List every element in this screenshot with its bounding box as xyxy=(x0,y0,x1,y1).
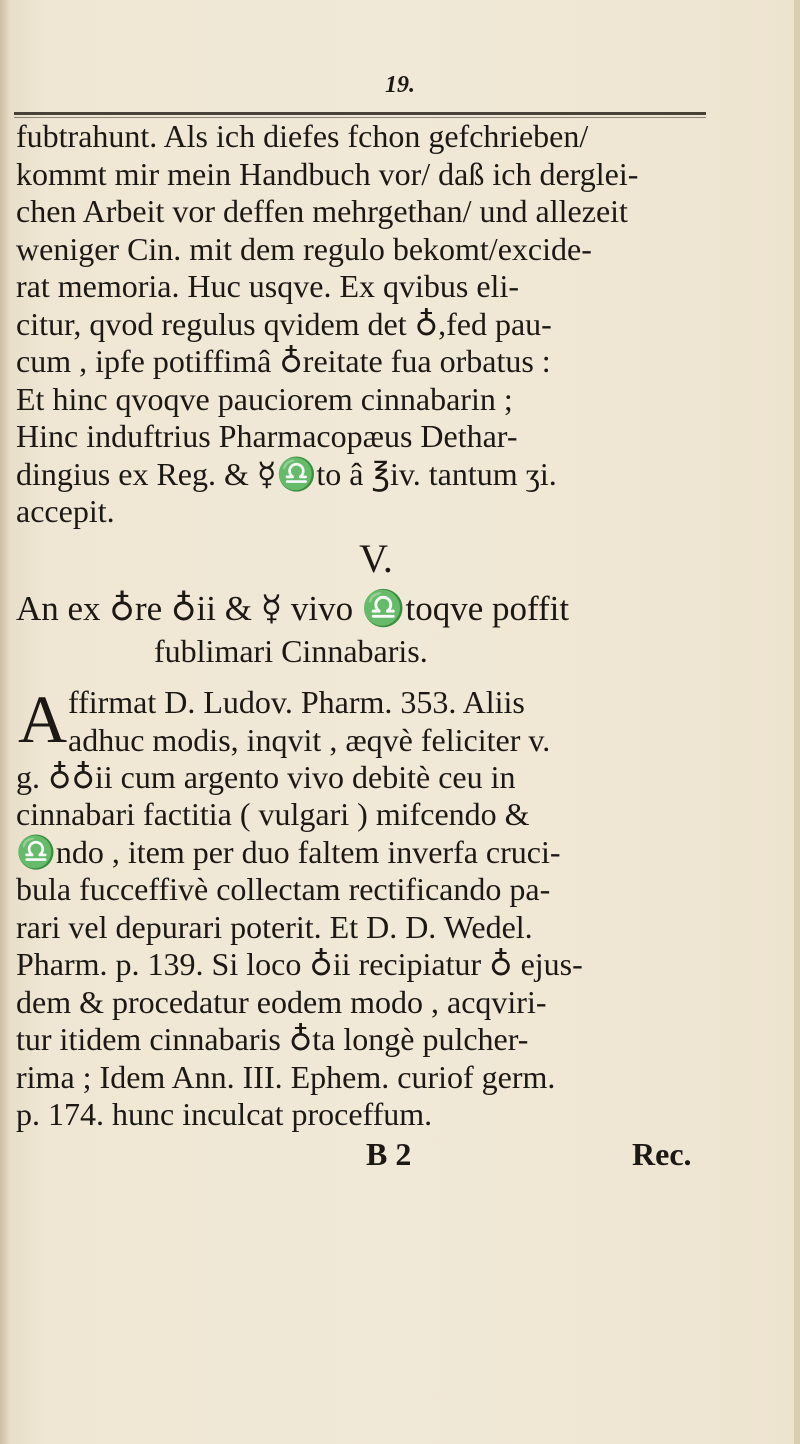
text-line: rari vel depurari poterit. Et D. D. Wedel. xyxy=(16,908,533,945)
header-rule xyxy=(14,112,706,115)
text-line: accepit. xyxy=(16,493,115,529)
page-number: 19. xyxy=(385,72,415,98)
text-line: ♎ndo , item per duo faltem inverfa cruci- xyxy=(16,833,561,870)
text-line: kommt mir mein Handbuch vor/ daß ich derglei- xyxy=(16,155,639,192)
text-line: rat memoria. Huc usqve. Ex qvibus eli- xyxy=(16,268,519,304)
text-line: tur itidem cinnabaris ♁ta longè pulcher- xyxy=(16,1021,529,1057)
body-text xyxy=(16,118,716,1174)
text-line: Hinc induftrius Pharmacopæus Dethar- xyxy=(16,418,518,454)
section-numeral: V. xyxy=(359,535,393,581)
page-gutter-shadow xyxy=(0,0,10,1444)
text-line: chen Arbeit vor deffen mehrgethan/ und allezeit xyxy=(16,193,628,229)
drop-capital: A xyxy=(18,680,68,757)
section-subtitle: fublimari Cinnabaris. xyxy=(154,632,428,669)
text-line: Pharm. p. 139. Si loco ♁ii recipiatur ♁ ejus- xyxy=(16,946,583,982)
dropcap-line-2 xyxy=(16,721,716,759)
spacer xyxy=(16,671,716,683)
catchword: Rec. xyxy=(632,1135,692,1172)
text-line: ffirmat D. Ludov. Pharm. 353. Aliis xyxy=(68,683,525,720)
section-heading: An ex ♁re ♁ii & ☿ vivo ♎toqve poffit xyxy=(16,588,570,628)
text-line: fubtrahunt. Als ich diefes fchon gefchrieben/ xyxy=(16,118,589,154)
page-footer xyxy=(16,1134,716,1174)
text-line: adhuc modis, inqvit , æqvè feliciter v. xyxy=(68,721,551,758)
text-line: p. 174. hunc inculcat proceffum. xyxy=(16,1096,433,1132)
text-line: cinnabari factitia ( vulgari ) mifcendo & xyxy=(16,796,530,832)
text-line: weniger Cin. mit dem regulo bekomt/excide- xyxy=(16,230,592,267)
text-line: g. ♁♁ii cum argento vivo debitè ceu in xyxy=(16,758,516,795)
text-line: citur, qvod regulus qvidem det ♁,fed pau- xyxy=(16,305,552,342)
page-right-edge xyxy=(794,0,800,1444)
text-line: bula fucceffivè collectam rectificando pa- xyxy=(16,871,551,907)
text-line: Et hinc qvoqve pauciorem cinnabarin ; xyxy=(16,380,513,417)
text-line: dem & procedatur eodem modo , acqviri- xyxy=(16,983,547,1020)
text-line: cum , ipfe potiffimâ ♁reitate fua orbatus : xyxy=(16,343,551,379)
text-line: rima ; Idem Ann. III. Ephem. curiof germ. xyxy=(16,1058,556,1095)
text-line: dingius ex Reg. & ☿♎to â ℥iv. tantum ʒi. xyxy=(16,455,557,492)
signature-mark: B 2 xyxy=(366,1135,412,1172)
